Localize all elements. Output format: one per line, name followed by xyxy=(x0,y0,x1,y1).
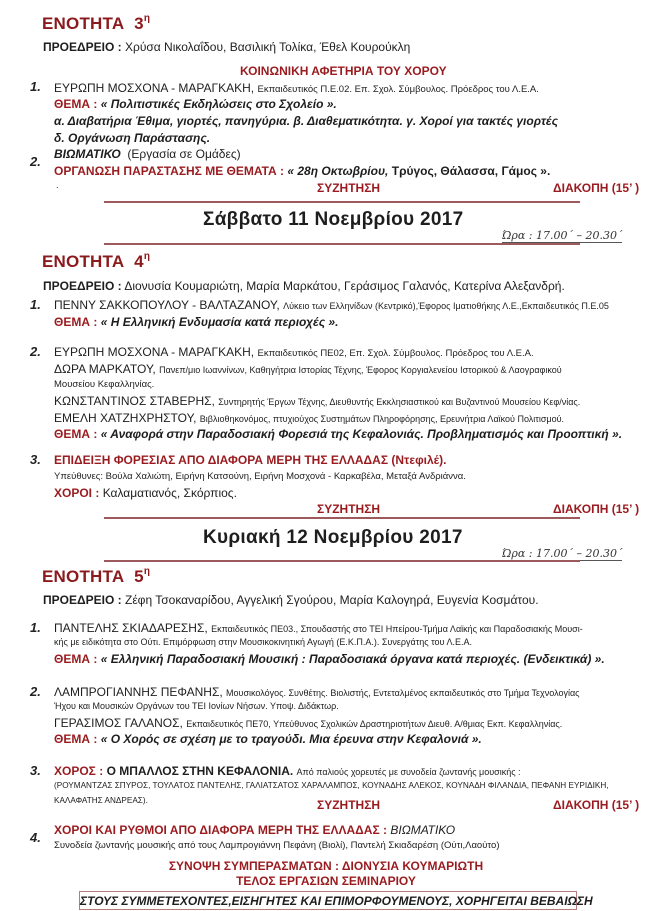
rhythms-title-italic: ΒΙΩΜΑΤΙΚΟ xyxy=(390,823,456,837)
workshop-title: ΒΙΩΜΑΤΙΚΟ xyxy=(54,147,121,161)
speaker-description: Βιβλιοθηκονόμος, πτυχιούχος Συστημάτων Πληροφόρησης, Ερευνήτρια Λαϊκού Πολιτισμού. xyxy=(199,414,565,424)
break-label: ΔΙΑΚΟΠΗ (15’ ) xyxy=(553,798,640,812)
dance-label: ΧΟΡΟΣ : xyxy=(54,764,104,778)
stray-dot: . xyxy=(56,180,59,190)
speaker-name: ΛΑΜΠΡΟΓΙΑΝΝΗΣ ΠΕΦΑΝΗΣ, xyxy=(54,685,223,699)
day-heading: Κυριακή 12 Νοεμβρίου 2017 xyxy=(203,527,463,548)
divider-rule xyxy=(104,560,580,562)
item-number: 2. xyxy=(30,344,41,359)
speaker-name: ΕΥΡΩΠΗ ΜΟΣΧΟΝΑ - ΜΑΡΑΓΚΑΚΗ, xyxy=(54,81,255,95)
theme-label: ΘΕΜΑ : xyxy=(54,97,98,111)
item-number: 3. xyxy=(30,452,41,467)
speaker-description: Συντηρητής Έργων Τέχνης, Διευθυντής Εκκλησιαστικού και Βυζαντινού Μουσείου Κεφ/νίας. xyxy=(218,397,581,407)
theme-label: ΘΕΜΑ : xyxy=(54,427,98,441)
performance-label: ΟΡΓΑΝΩΣΗ ΠΑΡΑΣΤΑΣΗΣ ΜΕ ΘΕΜΑΤΑ : xyxy=(54,164,284,178)
discussion-label: ΣΥΖΗΤΗΣΗ xyxy=(317,798,381,812)
summary-line: ΣΥΝΟΨΗ ΣΥΜΠΕΡΑΣΜΑΤΩΝ : ΔΙΟΝΥΣΙΑ ΚΟΥΜΑΡΙΩΤΗ xyxy=(168,859,484,873)
speaker-line xyxy=(54,81,539,95)
presidium-names: Ζέφη Τσοκαναρίδου, Αγγελική Σγούρου, Μαρία Καλογηρά, Ευγενία Κοσμάτου. xyxy=(124,593,539,607)
performance-theme-italic: « 28η Οκτωβρίου, xyxy=(287,164,389,178)
speaker-description-continued: Μουσείου Κεφαλληνίας. xyxy=(54,379,155,390)
speaker-line xyxy=(54,394,580,408)
fashion-show-title: ΕΠΙΔΕΙΞΗ ΦΟΡΕΣΙΑΣ ΑΠΟ ΔΙΑΦΟΡΑ ΜΕΡΗ ΤΗΣ ΕΛΛΑΔΑΣ (Ντεφιλέ). xyxy=(54,453,447,467)
workshop-line xyxy=(54,147,241,161)
section-3-heading xyxy=(42,14,150,34)
speaker-name: ΠΑΝΤΕΛΗΣ ΣΚΙΑΔΑΡΕΣΗΣ, xyxy=(54,621,208,635)
speaker-line xyxy=(54,298,609,312)
speaker-name: ΕΜΕΛΗ ΧΑΤΖΗΧΡΗΣΤΟΥ, xyxy=(54,411,197,425)
speaker-name: ΓΕΡΑΣΙΜΟΣ ΓΑΛΑΝΟΣ, xyxy=(54,716,183,730)
speaker-line xyxy=(54,685,580,699)
rhythms-title: ΧΟΡΟΙ ΚΑΙ ΡΥΘΜΟΙ ΑΠΟ ΔΙΑΦΟΡΑ ΜΕΡΗ ΤΗΣ ΕΛΛΑΔΑΣ : xyxy=(54,823,387,837)
section-3-subtitle: ΚΟΙΝΩΝΙΚΗ ΑΦΕΤΗΡΙΑ ΤΟΥ ΧΟΡΟΥ xyxy=(240,64,447,78)
performance-line xyxy=(54,164,550,178)
speaker-description: Εκπαιδευτικός ΠΕ03., Σπουδαστής στο ΤΕΙ Ηπείρου-Τμήμα Λαϊκής και Παραδοσιακής Μουσι- xyxy=(211,624,583,634)
rhythms-line xyxy=(54,823,455,837)
theme-line xyxy=(54,315,338,329)
section-4-heading xyxy=(42,252,150,272)
theme-text: « Πολιτιστικές Εκδηλώσεις στο Σχολείο ». xyxy=(100,97,337,111)
topics-line-1: α. Διαβατήρια Έθιμα, γιορτές, πανηγύρια. β. Διαθεματικότητα. γ. Χοροί για τακτές γιορτές xyxy=(54,114,559,128)
presidium-names: Διονυσία Κουμαριώτη, Μαρία Μαρκάτου, Γεράσιμος Γαλανός, Κατερίνα Αλεξανδρή. xyxy=(124,279,565,293)
responsible-line: Υπεύθυνες: Βούλα Χαλιώτη, Ειρήνη Κατσούνη, Ειρήνη Μοσχονά - Καρκαβέλα, Μεταξά Ανδριάννα. xyxy=(54,471,466,482)
section-number: 5 xyxy=(134,567,144,586)
section-title: ΕΝΟΤΗΤΑ xyxy=(42,252,125,271)
speaker-description: Εκπαιδευτικός ΠΕ70, Υπεύθυνος Σχολικών Δραστηριοτήτων Διευθ. Α/θμιας Εκπ. Κεφαλληνίας. xyxy=(186,719,563,729)
item-number: 2. xyxy=(30,684,41,699)
workshop-subtitle: (Εργασία σε Ομάδες) xyxy=(127,147,241,161)
speaker-description-continued: κής με ειδικότητα στο Ούτι. Επιμόρφωση στην Μουσικοκινητική Αγωγή (Ε.Κ.Π.Α.). Συνεργάτης του Λ.Ε.Α. xyxy=(54,637,472,647)
accompaniment-line: Συνοδεία ζωντανής μουσικής από τους Λαμπρογιάννη Πεφάνη (Βιολί), Παντελή Σκιαδαρέση (Ούτι,Λαούτο) xyxy=(54,840,500,851)
theme-line xyxy=(54,427,622,441)
dances-text: Καλαματιανός, Σκόρπιος. xyxy=(102,486,237,500)
section-title: ΕΝΟΤΗΤΑ xyxy=(42,567,125,586)
certificate-box xyxy=(79,891,593,910)
speaker-line xyxy=(54,345,534,359)
item-number: 1. xyxy=(30,620,41,635)
dancers-list: (ΡΟΥΜΑΝΤΖΑΣ ΣΠΥΡΟΣ, ΤΟΥΛΑΤΟΣ ΠΑΝΤΕΛΗΣ, ΓΑΛΙΑΤΣΑΤΟΣ ΧΑΡΑΛΑΜΠΟΣ, ΚΟΥΝΑΔΗΣ ΑΛΕΚΟΣ, ΚΟΥΝΑΔΗ ΦΙΛΑΝΔΙΑ, ΠΕΦΑΝΗ ΕΥΡΙΔΙΚΗ, xyxy=(54,781,609,790)
section-title: ΕΝΟΤΗΤΑ xyxy=(42,14,125,33)
speaker-description: Εκπαιδευτικός ΠΕ02, Επ. Σχολ. Σύμβουλος. Πρόεδρος του Λ.Ε.Α. xyxy=(257,348,534,359)
dances-label: ΧΟΡΟΙ : xyxy=(54,486,100,500)
section-number: 4 xyxy=(134,252,144,271)
day-heading: Σάββατο 11 Νοεμβρίου 2017 xyxy=(203,209,464,230)
presidium-label: ΠΡΟΕΔΡΕΙΟ : xyxy=(43,279,122,293)
certificate-text: ΣΤΟΥΣ ΣΥΜΜΕΤΕΧΟΝΤΕΣ,ΕΙΣΗΓΗΤΕΣ ΚΑΙ ΕΠΙΜΟΡΦΟΥΜΕΝΟΥΣ, ΧΟΡΗΓΕΙΤΑΙ ΒΕΒΑΙΩΣΗ xyxy=(80,894,593,908)
theme-text: « Αναφορά στην Παραδοσιακή Φορεσιά της Κεφαλονιάς. Προβληματισμός και Προοπτική ». xyxy=(100,427,623,441)
item-number: 2. xyxy=(30,154,41,169)
section-5-presidium xyxy=(43,593,539,607)
section-ordinal: η xyxy=(143,251,151,262)
divider-rule xyxy=(104,201,580,203)
speaker-line xyxy=(54,411,564,425)
item-number: 1. xyxy=(30,79,41,94)
divider-rule xyxy=(104,243,580,245)
speaker-name: ΔΩΡΑ ΜΑΡΚΑΤΟΥ, xyxy=(54,362,156,376)
section-4-presidium xyxy=(43,279,565,293)
section-3-presidium xyxy=(43,40,410,54)
time-range: Ώρα : 17.00΄ – 20.30΄ xyxy=(502,229,623,242)
speaker-description: Πανεπ/μιο Ιωαννίνων, Καθηγήτρια Ιστορίας Τέχνης, Έφορος Κοργιαλενείου Ιστορικού & Λαογραφικού xyxy=(159,365,562,375)
time-range: Ώρα : 17.00΄ – 20.30΄ xyxy=(502,547,623,560)
divider-rule xyxy=(104,517,580,519)
discussion-label: ΣΥΖΗΤΗΣΗ xyxy=(317,181,381,195)
dance-title: Ο ΜΠΑΛΛΟΣ ΣΤΗΝ ΚΕΦΑΛΟΝΙΑ. xyxy=(106,764,294,778)
theme-text: « Η Ελληνική Ενδυμασία κατά περιοχές ». xyxy=(100,315,339,329)
dancers-list-continued: ΚΑΛΑΦΑΤΗΣ ΑΝΔΡΕΑΣ). xyxy=(54,796,148,805)
speaker-description: Μουσικολόγος. Συνθέτης. Βιολιστής, Εντεταλμένος εκπαιδευτικός στο Τμήμα Τεχνολογίας xyxy=(226,688,580,698)
topics-line-2: δ. Οργάνωση Παράστασης. xyxy=(54,131,211,145)
theme-line xyxy=(54,97,337,111)
theme-text: « Ελληνική Παραδοσιακή Μουσική : Παραδοσιακά όργανα κατά περιοχές. (Ενδεικτικά) ». xyxy=(100,652,605,666)
theme-label: ΘΕΜΑ : xyxy=(54,732,98,746)
presidium-label: ΠΡΟΕΔΡΕΙΟ : xyxy=(43,40,122,54)
speaker-name: ΕΥΡΩΠΗ ΜΟΣΧΟΝΑ - ΜΑΡΑΓΚΑΚΗ, xyxy=(54,345,255,359)
section-5-heading xyxy=(42,567,150,587)
end-line: ΤΕΛΟΣ ΕΡΓΑΣΙΩΝ ΣΕΜΙΝΑΡΙΟΥ xyxy=(236,874,416,888)
speaker-description-continued: Ήχου και Μουσικών Οργάνων του ΤΕΙ Ιονίων Νήσων. Υποψ. Διδάκτωρ. xyxy=(54,701,339,711)
theme-label: ΘΕΜΑ : xyxy=(54,315,98,329)
speaker-name: ΠΕΝΝΥ ΣΑΚΚΟΠΟΥΛΟΥ - ΒΑΛΤΑΖΑΝΟΥ, xyxy=(54,298,280,312)
theme-line xyxy=(54,652,605,666)
dance-description: Από παλιούς χορευτές με συνοδεία ζωντανής μουσικής : xyxy=(296,767,521,777)
speaker-line xyxy=(54,362,562,376)
item-number: 1. xyxy=(30,297,41,312)
speaker-line xyxy=(54,621,583,635)
section-ordinal: η xyxy=(143,13,151,24)
section-ordinal: η xyxy=(143,566,151,577)
dances-line xyxy=(54,486,237,500)
speaker-description: Εκπαιδευτικός Π.Ε.02. Επ. Σχολ. Σύμβουλος. Πρόεδρος του Λ.Ε.Α. xyxy=(257,84,539,95)
presidium-names: Χρύσα Νικολαΐδου, Βασιλική Τολίκα, Έθελ Κουρούκλη xyxy=(124,40,411,54)
break-label: ΔΙΑΚΟΠΗ (15’ ) xyxy=(553,502,640,516)
theme-text: « Ο Χορός σε σχέση με το τραγούδι. Μια έρευνα στην Κεφαλονιά ». xyxy=(100,732,482,746)
discussion-label: ΣΥΖΗΤΗΣΗ xyxy=(317,502,381,516)
speaker-line xyxy=(54,716,562,730)
presidium-label: ΠΡΟΕΔΡΕΙΟ : xyxy=(43,593,122,607)
dance-line xyxy=(54,764,521,778)
theme-label: ΘΕΜΑ : xyxy=(54,652,98,666)
item-number: 4. xyxy=(30,830,41,845)
speaker-description: Λύκειο των Ελληνίδων (Κεντρικό),Έφορος Ιματιοθήκης Λ.Ε.,Εκπαιδευτικός Π.Ε.05 xyxy=(283,301,609,311)
section-number: 3 xyxy=(134,14,144,33)
item-number: 3. xyxy=(30,763,41,778)
break-label: ΔΙΑΚΟΠΗ (15’ ) xyxy=(553,181,640,195)
theme-line xyxy=(54,732,482,746)
performance-theme-rest: Τρύγος, Θάλασσα, Γάμος ». xyxy=(391,164,551,178)
speaker-name: ΚΩΝΣΤΑΝΤΙΝΟΣ ΣΤΑΒΕΡΗΣ, xyxy=(54,394,215,408)
